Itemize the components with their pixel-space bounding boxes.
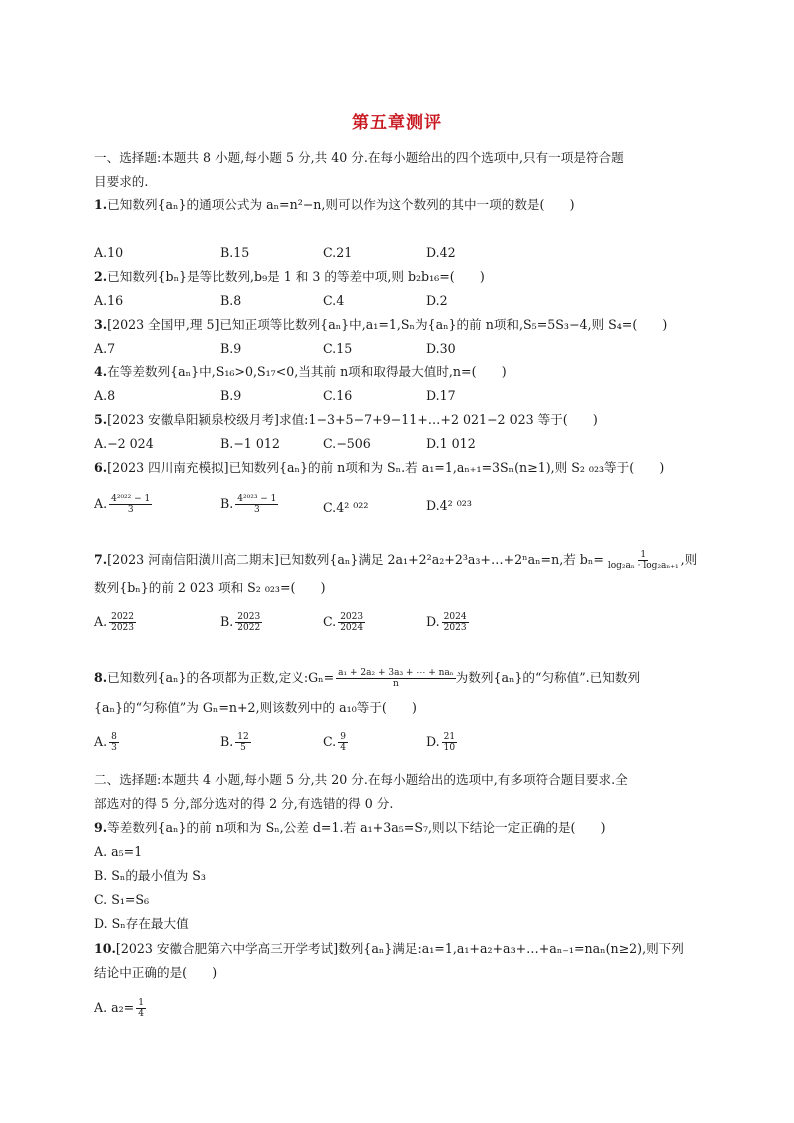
question-7-options	[94, 612, 714, 638]
option-prefix: A.	[94, 734, 108, 749]
question-number: 10.	[94, 941, 116, 956]
option-b[interactable]: B.−1 012	[220, 436, 280, 451]
question-1-options	[94, 245, 714, 263]
question-5-options	[94, 436, 714, 454]
option-a[interactable]: A.16	[94, 293, 124, 308]
fraction-denominator: 2023	[443, 623, 467, 633]
fraction-denominator: 3	[253, 505, 260, 515]
fraction	[235, 732, 250, 753]
question-7-cont: 数列{bₙ}的前 2 023 项和 S₂ ₀₂₃=( )	[94, 580, 326, 595]
question-10-cont: 结论中正确的是( )	[94, 965, 218, 980]
option-c[interactable]: C.4	[323, 293, 345, 308]
question-text: [2023 河南信阳潢川高二期末]已知数列{aₙ}满足 2a₁+2²a₂+2³a₃+…+2ⁿaₙ=n,若 bₙ=	[107, 552, 604, 567]
question-7	[94, 550, 697, 571]
fraction-numerator: 2022	[111, 612, 135, 622]
option-prefix: A.	[94, 496, 108, 511]
question-2-options	[94, 293, 714, 311]
option-b[interactable]: B.9	[220, 341, 242, 356]
option-d[interactable]	[426, 612, 469, 633]
option-prefix: B.	[220, 614, 234, 629]
option-d[interactable]: D.4² ⁰²³	[426, 498, 472, 513]
question-number: 4.	[94, 364, 108, 379]
option-c[interactable]: C.16	[323, 388, 353, 403]
option-d[interactable]: D.1 012	[426, 436, 476, 451]
option-b[interactable]	[220, 612, 262, 633]
fraction-numerator: 2023	[340, 612, 364, 622]
option-a[interactable]	[94, 494, 152, 515]
question-number: 3.	[94, 317, 108, 332]
option-b[interactable]: B.8	[220, 293, 242, 308]
fraction	[235, 612, 262, 633]
option-prefix: C.	[323, 734, 337, 749]
fraction-numerator: 12	[237, 732, 249, 742]
question-10	[94, 941, 684, 957]
fraction-denominator: 5	[240, 743, 246, 753]
fraction	[338, 732, 348, 753]
fraction-denominator: 4	[138, 1009, 144, 1019]
fraction	[109, 494, 152, 515]
option-c[interactable]: C.−506	[323, 436, 371, 451]
option-prefix: D.	[426, 734, 440, 749]
question-3-options	[94, 341, 714, 359]
option-d[interactable]: D.30	[426, 341, 456, 356]
option-prefix: B.	[220, 734, 234, 749]
question-8-options	[94, 732, 714, 758]
fraction-numerator: 4²⁰²³ − 1	[237, 494, 277, 504]
question-number: 5.	[94, 412, 108, 427]
option-prefix: A. a₂=	[94, 1000, 135, 1015]
option-a[interactable]	[94, 998, 146, 1019]
fraction-denominator: log₂aₙ · log₂aₙ₊₁	[607, 561, 679, 571]
option-d[interactable]	[426, 732, 457, 753]
section2-instruction-cont: 部选对的得 5 分,部分选对的得 2 分,有选错的得 0 分.	[94, 796, 394, 811]
question-text: [2023 安徽阜阳颍泉校级月考]求值:1−3+5−7+9−11+…+2 021−2 023 等于( )	[107, 412, 598, 427]
fraction	[109, 732, 119, 753]
fraction	[338, 612, 365, 633]
question-4	[94, 364, 507, 380]
question-4-options	[94, 388, 714, 406]
option-b[interactable]: B.15	[220, 245, 250, 260]
option-b[interactable]	[220, 732, 251, 753]
fraction-numerator: 21	[443, 732, 456, 742]
option-prefix: C.	[323, 614, 337, 629]
fraction-numerator: 9	[340, 732, 346, 742]
section2-instruction: 二、选择题:本题共 4 小题,每小题 5 分,共 20 分.在每小题给出的选项中,有多项符合题目要求.全	[94, 772, 628, 787]
fraction	[109, 612, 136, 633]
fraction-denominator: n	[393, 679, 399, 689]
option-a[interactable]: A.−2 024	[94, 436, 154, 451]
fraction-numerator: 8	[111, 732, 117, 742]
question-8	[94, 668, 640, 689]
question-text-tail: ,则	[680, 552, 698, 567]
fraction-numerator: a₁ + 2a₂ + 3a₃ + ⋯ + naₙ	[338, 668, 454, 678]
fraction	[235, 494, 278, 515]
question-2	[94, 269, 485, 285]
section1-instruction: 一、选择题:本题共 8 小题,每小题 5 分,共 40 分.在每小题给出的四个选项中,只有一项是符合题	[94, 150, 624, 165]
option-c[interactable]: C. S₁=S₆	[94, 892, 150, 907]
option-c[interactable]: C.21	[323, 245, 353, 260]
option-b[interactable]	[220, 494, 278, 515]
fraction-denominator: 2023	[111, 623, 135, 633]
question-text: [2023 四川南充模拟]已知数列{aₙ}的前 n项和为 Sₙ.若 a₁=1,aₙ₊₁=3Sₙ(n≥1),则 S₂ ₀₂₃等于( )	[107, 460, 665, 475]
option-a[interactable]: A.8	[94, 388, 116, 403]
option-d[interactable]: D.2	[426, 293, 448, 308]
fraction	[336, 668, 455, 689]
fraction-denominator: 4	[340, 743, 346, 753]
fraction-denominator: 3	[127, 505, 134, 515]
option-prefix: D.	[426, 614, 440, 629]
option-a[interactable]	[94, 732, 119, 753]
question-text: 等差数列{aₙ}的前 n项和为 Sₙ,公差 d=1.若 a₁+3a₅=S₇,则以下结论一定正确的是( )	[107, 820, 606, 835]
page-title: 第五章测评	[352, 113, 442, 133]
fraction-numerator: 2023	[237, 612, 261, 622]
fraction-numerator: 1	[138, 998, 144, 1008]
question-text: 已知数列{bₙ}是等比数列,b₉是 1 和 3 的等差中项,则 b₂b₁₆=( )	[107, 269, 485, 284]
question-1	[94, 197, 575, 213]
question-text: 已知数列{aₙ}的各项都为正数,定义:Gₙ=	[107, 670, 335, 685]
fraction	[442, 612, 469, 633]
option-d[interactable]: D. Sₙ存在最大值	[94, 916, 189, 931]
question-5	[94, 412, 598, 428]
option-a[interactable]	[94, 612, 136, 633]
question-text: [2023 全国甲,理 5]已知正项等比数列{aₙ}中,a₁=1,Sₙ为{aₙ}的前 n项和,S₅=5S₃−4,则 S₄=( )	[107, 317, 668, 332]
fraction-numerator: 2024	[443, 612, 467, 622]
option-a[interactable]: A. a₅=1	[94, 844, 143, 859]
option-d[interactable]: D.42	[426, 245, 456, 260]
fraction-denominator: 2024	[340, 623, 364, 633]
question-9	[94, 820, 606, 836]
fraction	[442, 732, 457, 753]
fraction	[606, 550, 681, 571]
option-a[interactable]: A.7	[94, 341, 116, 356]
option-d[interactable]: D.17	[426, 388, 456, 403]
option-prefix: B.	[220, 496, 234, 511]
fraction-numerator: 4²⁰²² − 1	[111, 494, 151, 504]
option-c[interactable]	[323, 612, 365, 633]
option-c[interactable]: C.15	[323, 341, 353, 356]
option-c[interactable]	[323, 732, 348, 753]
question-8-cont: {aₙ}的“匀称值”为 Gₙ=n+2,则该数列中的 a₁₀等于( )	[94, 700, 417, 715]
fraction-denominator: 10	[443, 743, 456, 753]
question-number: 6.	[94, 460, 108, 475]
option-b[interactable]: B. Sₙ的最小值为 S₃	[94, 868, 206, 883]
question-number: 1.	[94, 197, 108, 212]
fraction	[136, 998, 146, 1019]
option-c[interactable]: C.4² ⁰²²	[323, 500, 369, 515]
fraction-denominator: 3	[111, 743, 117, 753]
question-text: 已知数列{aₙ}的通项公式为 aₙ=n²−n,则可以作为这个数列的其中一项的数是( )	[107, 197, 575, 212]
question-number: 7.	[94, 552, 108, 567]
question-number: 8.	[94, 670, 108, 685]
question-text-tail: 为数列{aₙ}的“匀称值”.已知数列	[455, 670, 641, 685]
question-text: [2023 安徽合肥第六中学高三开学考试]数列{aₙ}满足:a₁=1,a₁+a₂+a₃+…+aₙ₋₁=naₙ(n≥2),则下列	[115, 941, 684, 956]
option-a[interactable]: A.10	[94, 245, 124, 260]
question-6	[94, 460, 664, 476]
section1-instruction-cont: 目要求的.	[94, 174, 149, 189]
fraction-denominator: 2022	[237, 623, 261, 633]
question-6-options	[94, 494, 714, 520]
question-3	[94, 317, 667, 333]
question-number: 9.	[94, 820, 108, 835]
question-number: 2.	[94, 269, 108, 284]
option-b[interactable]: B.9	[220, 388, 242, 403]
fraction-numerator: 1	[640, 550, 647, 560]
option-prefix: A.	[94, 614, 108, 629]
question-text: 在等差数列{aₙ}中,S₁₆>0,S₁₇<0,当其前 n项和取得最大值时,n=( )	[107, 364, 507, 379]
